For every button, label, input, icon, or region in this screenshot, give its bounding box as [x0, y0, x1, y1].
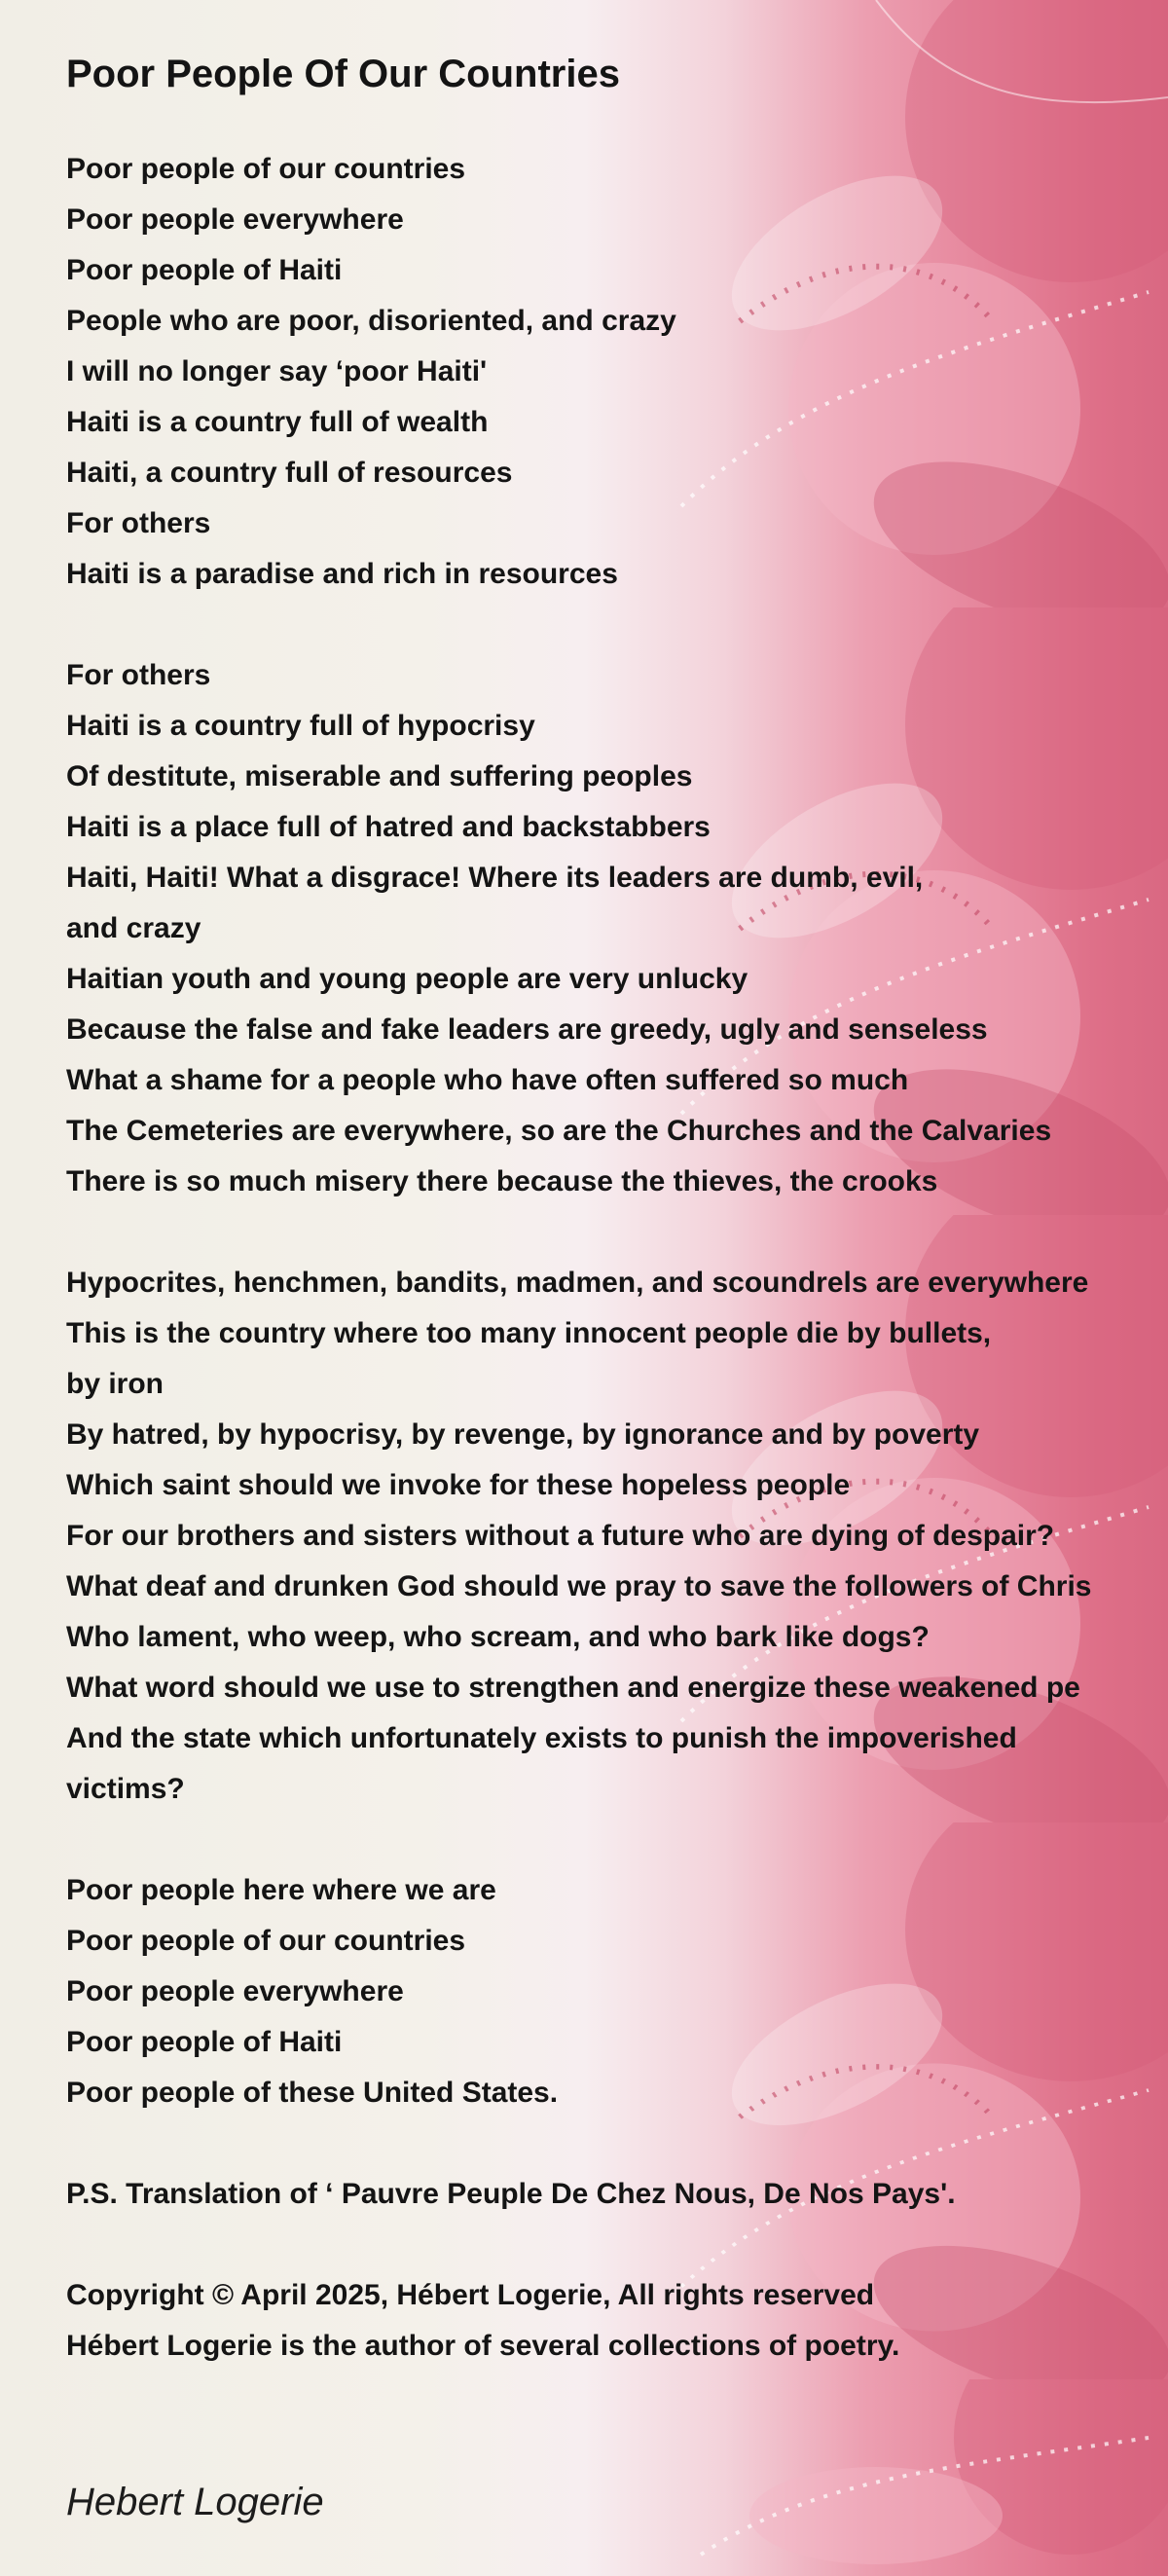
poem-line: Poor people of Haiti	[66, 2026, 343, 2058]
stanza-3	[66, 1258, 1168, 1815]
poem-line: Who lament, who weep, who scream, and who bark like dogs?	[66, 1621, 930, 1653]
poem-line: For others	[66, 659, 211, 691]
poem-line: The Cemeteries are everywhere, so are the Churches and the Calvaries	[66, 1115, 1052, 1147]
poem-line: People who are poor, disoriented, and crazy	[66, 305, 676, 337]
poem-line: This is the country where too many innocent people die by bullets,	[66, 1317, 992, 1349]
poem-title: Poor People Of Our Countries	[66, 53, 620, 95]
poem-line: By hatred, by hypocrisy, by revenge, by ignorance and by poverty	[66, 1418, 980, 1451]
poem-line: Poor people everywhere	[66, 203, 404, 236]
poem-line: P.S. Translation of ‘ Pauvre Peuple De Chez Nous, De Nos Pays'.	[66, 2178, 956, 2210]
poem-line: Haiti, Haiti! What a disgrace! Where its leaders are dumb, evil,	[66, 862, 924, 894]
author-signature: Hebert Logerie	[66, 2481, 324, 2523]
copyright-block	[66, 2270, 1168, 2372]
poem-line: Poor people of Haiti	[66, 254, 343, 286]
poem-line: Haiti, a country full of resources	[66, 457, 513, 489]
poem-line: Which saint should we invoke for these hopeless people	[66, 1469, 851, 1501]
poem-line: Haiti is a country full of hypocrisy	[66, 710, 535, 742]
poem-line: Poor people of these United States.	[66, 2077, 559, 2109]
poem-line: Haiti is a paradise and rich in resources	[66, 558, 618, 590]
poem-line: And the state which unfortunately exists to punish the impoverished	[66, 1722, 1017, 1754]
poem-line: What word should we use to strengthen and energize these weakened pe	[66, 1672, 1080, 1704]
poem-line: What a shame for a people who have often suffered so much	[66, 1064, 909, 1096]
poem-line: What deaf and drunken God should we pray to save the followers of Chris	[66, 1570, 1092, 1602]
author-bio-line: Hébert Logerie is the author of several collections of poetry.	[66, 2330, 900, 2362]
poem-line: Poor people of our countries	[66, 1925, 466, 1957]
poem-line: Haiti is a place full of hatred and backstabbers	[66, 811, 711, 843]
poem-line: Because the false and fake leaders are greedy, ugly and senseless	[66, 1013, 988, 1046]
poem-line: I will no longer say ‘poor Haiti'	[66, 355, 488, 387]
copyright-line: Copyright © April 2025, Hébert Logerie, All rights reserved	[66, 2279, 875, 2311]
stanza-4	[66, 1865, 1168, 2118]
poem-line: Poor people here where we are	[66, 1874, 496, 1906]
poem-line: and crazy	[66, 912, 201, 944]
poem-line: For our brothers and sisters without a future who are dying of despair?	[66, 1520, 1055, 1552]
poem-line: Haitian youth and young people are very unlucky	[66, 963, 748, 995]
poem-line: Poor people of our countries	[66, 153, 466, 185]
stanza-1	[66, 144, 1168, 600]
poem-line: Of destitute, miserable and suffering peoples	[66, 760, 693, 792]
poem-line: Poor people everywhere	[66, 1975, 404, 2007]
poem-line: For others	[66, 507, 211, 539]
translation-note	[66, 2169, 1168, 2220]
poem-line: Haiti is a country full of wealth	[66, 406, 489, 438]
stanza-2	[66, 650, 1168, 1207]
poem-line: Hypocrites, henchmen, bandits, madmen, and scoundrels are everywhere	[66, 1267, 1089, 1299]
poem-line: victims?	[66, 1773, 185, 1805]
poem-line: There is so much misery there because the thieves, the crooks	[66, 1165, 938, 1197]
poem-line: by iron	[66, 1368, 164, 1400]
